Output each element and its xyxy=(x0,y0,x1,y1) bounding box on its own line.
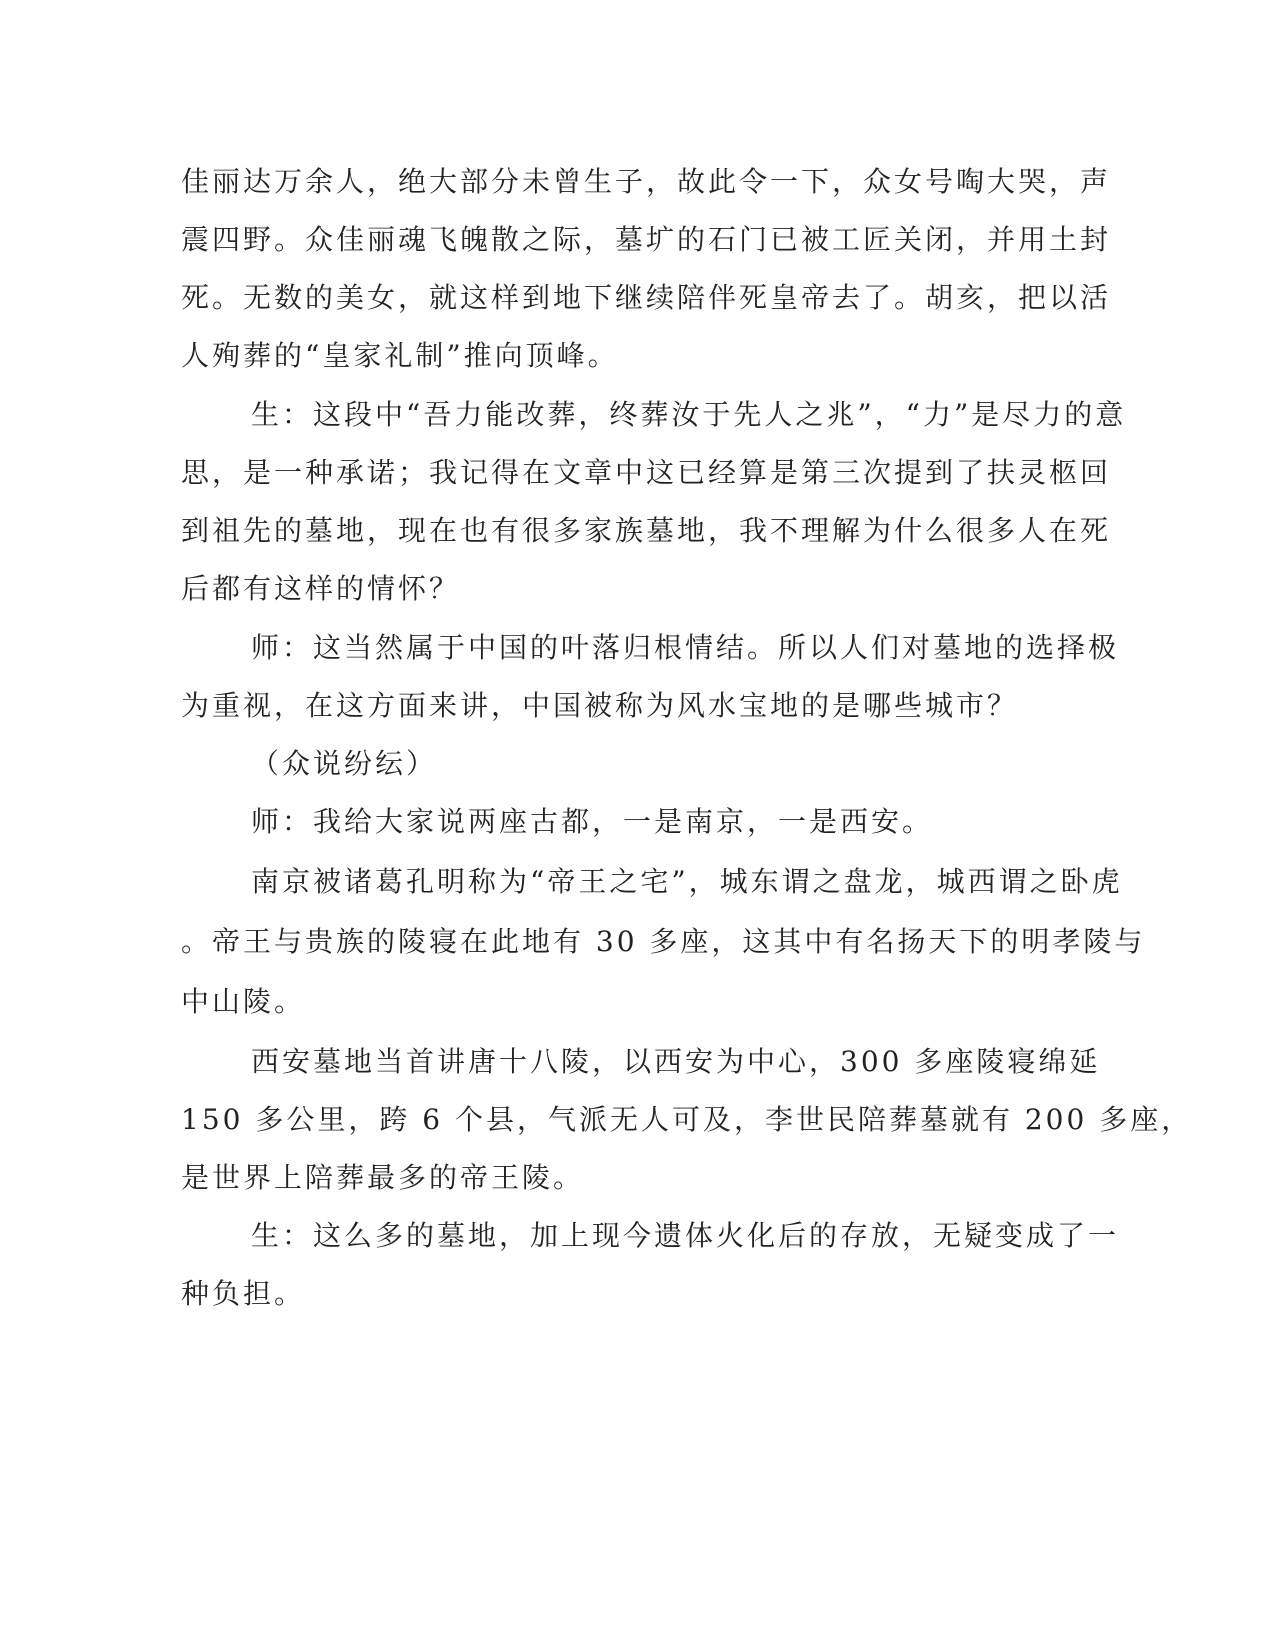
text-line: 人殉葬的“皇家礼制”推向顶峰。 xyxy=(181,339,619,372)
text-line: 。帝王与贵族的陵寝在此地有 30 多座，这其中有名扬天下的明孝陵与 xyxy=(181,925,1146,958)
paragraph-first-line: 生：这么多的墓地，加上现今遗体火化后的存放，无疑变成了一 xyxy=(251,1219,1120,1252)
text-line: 是世界上陪葬最多的帝王陵。 xyxy=(181,1161,585,1194)
text-line: 死。无数的美女，就这样到地下继续陪伴死皇帝去了。胡亥，把以活 xyxy=(181,281,1112,314)
paragraph-first-line: （众说纷纭） xyxy=(251,747,438,780)
text-line: 佳丽达万余人，绝大部分未曾生子，故此令一下，众女号啕大哭，声 xyxy=(181,165,1112,198)
text-line: 思，是一种承诺；我记得在文章中这已经算是第三次提到了扶灵柩回 xyxy=(181,456,1112,489)
paragraph-first-line: 师：我给大家说两座古都，一是南京，一是西安。 xyxy=(251,805,934,838)
paragraph-first-line: 南京被诸葛孔明称为“帝王之宅”，城东谓之盘龙，城西谓之卧虎 xyxy=(251,865,1123,898)
text-line: 后都有这样的情怀？ xyxy=(181,572,461,605)
paragraph-first-line: 西安墓地当首讲唐十八陵，以西安为中心，300 多座陵寝绵延 xyxy=(251,1045,1101,1078)
text-line: 为重视，在这方面来讲，中国被称为风水宝地的是哪些城市？ xyxy=(181,689,1019,722)
text-line: 到祖先的墓地，现在也有很多家族墓地，我不理解为什么很多人在死 xyxy=(181,514,1112,547)
paragraph-first-line: 生：这段中“吾力能改葬，终葬汝于先人之兆”，“力”是尽力的意 xyxy=(251,398,1127,431)
text-line: 震四野。众佳丽魂飞魄散之际，墓圹的石门已被工匠关闭，并用土封 xyxy=(181,223,1112,256)
text-line: 150 多公里，跨 6 个县，气派无人可及，李世民陪葬墓就有 200 多座， xyxy=(181,1103,1193,1136)
paragraph-first-line: 师：这当然属于中国的叶落归根情结。所以人们对墓地的选择极 xyxy=(251,631,1120,664)
text-line: 中山陵。 xyxy=(181,985,306,1018)
text-line: 种负担。 xyxy=(181,1277,306,1310)
